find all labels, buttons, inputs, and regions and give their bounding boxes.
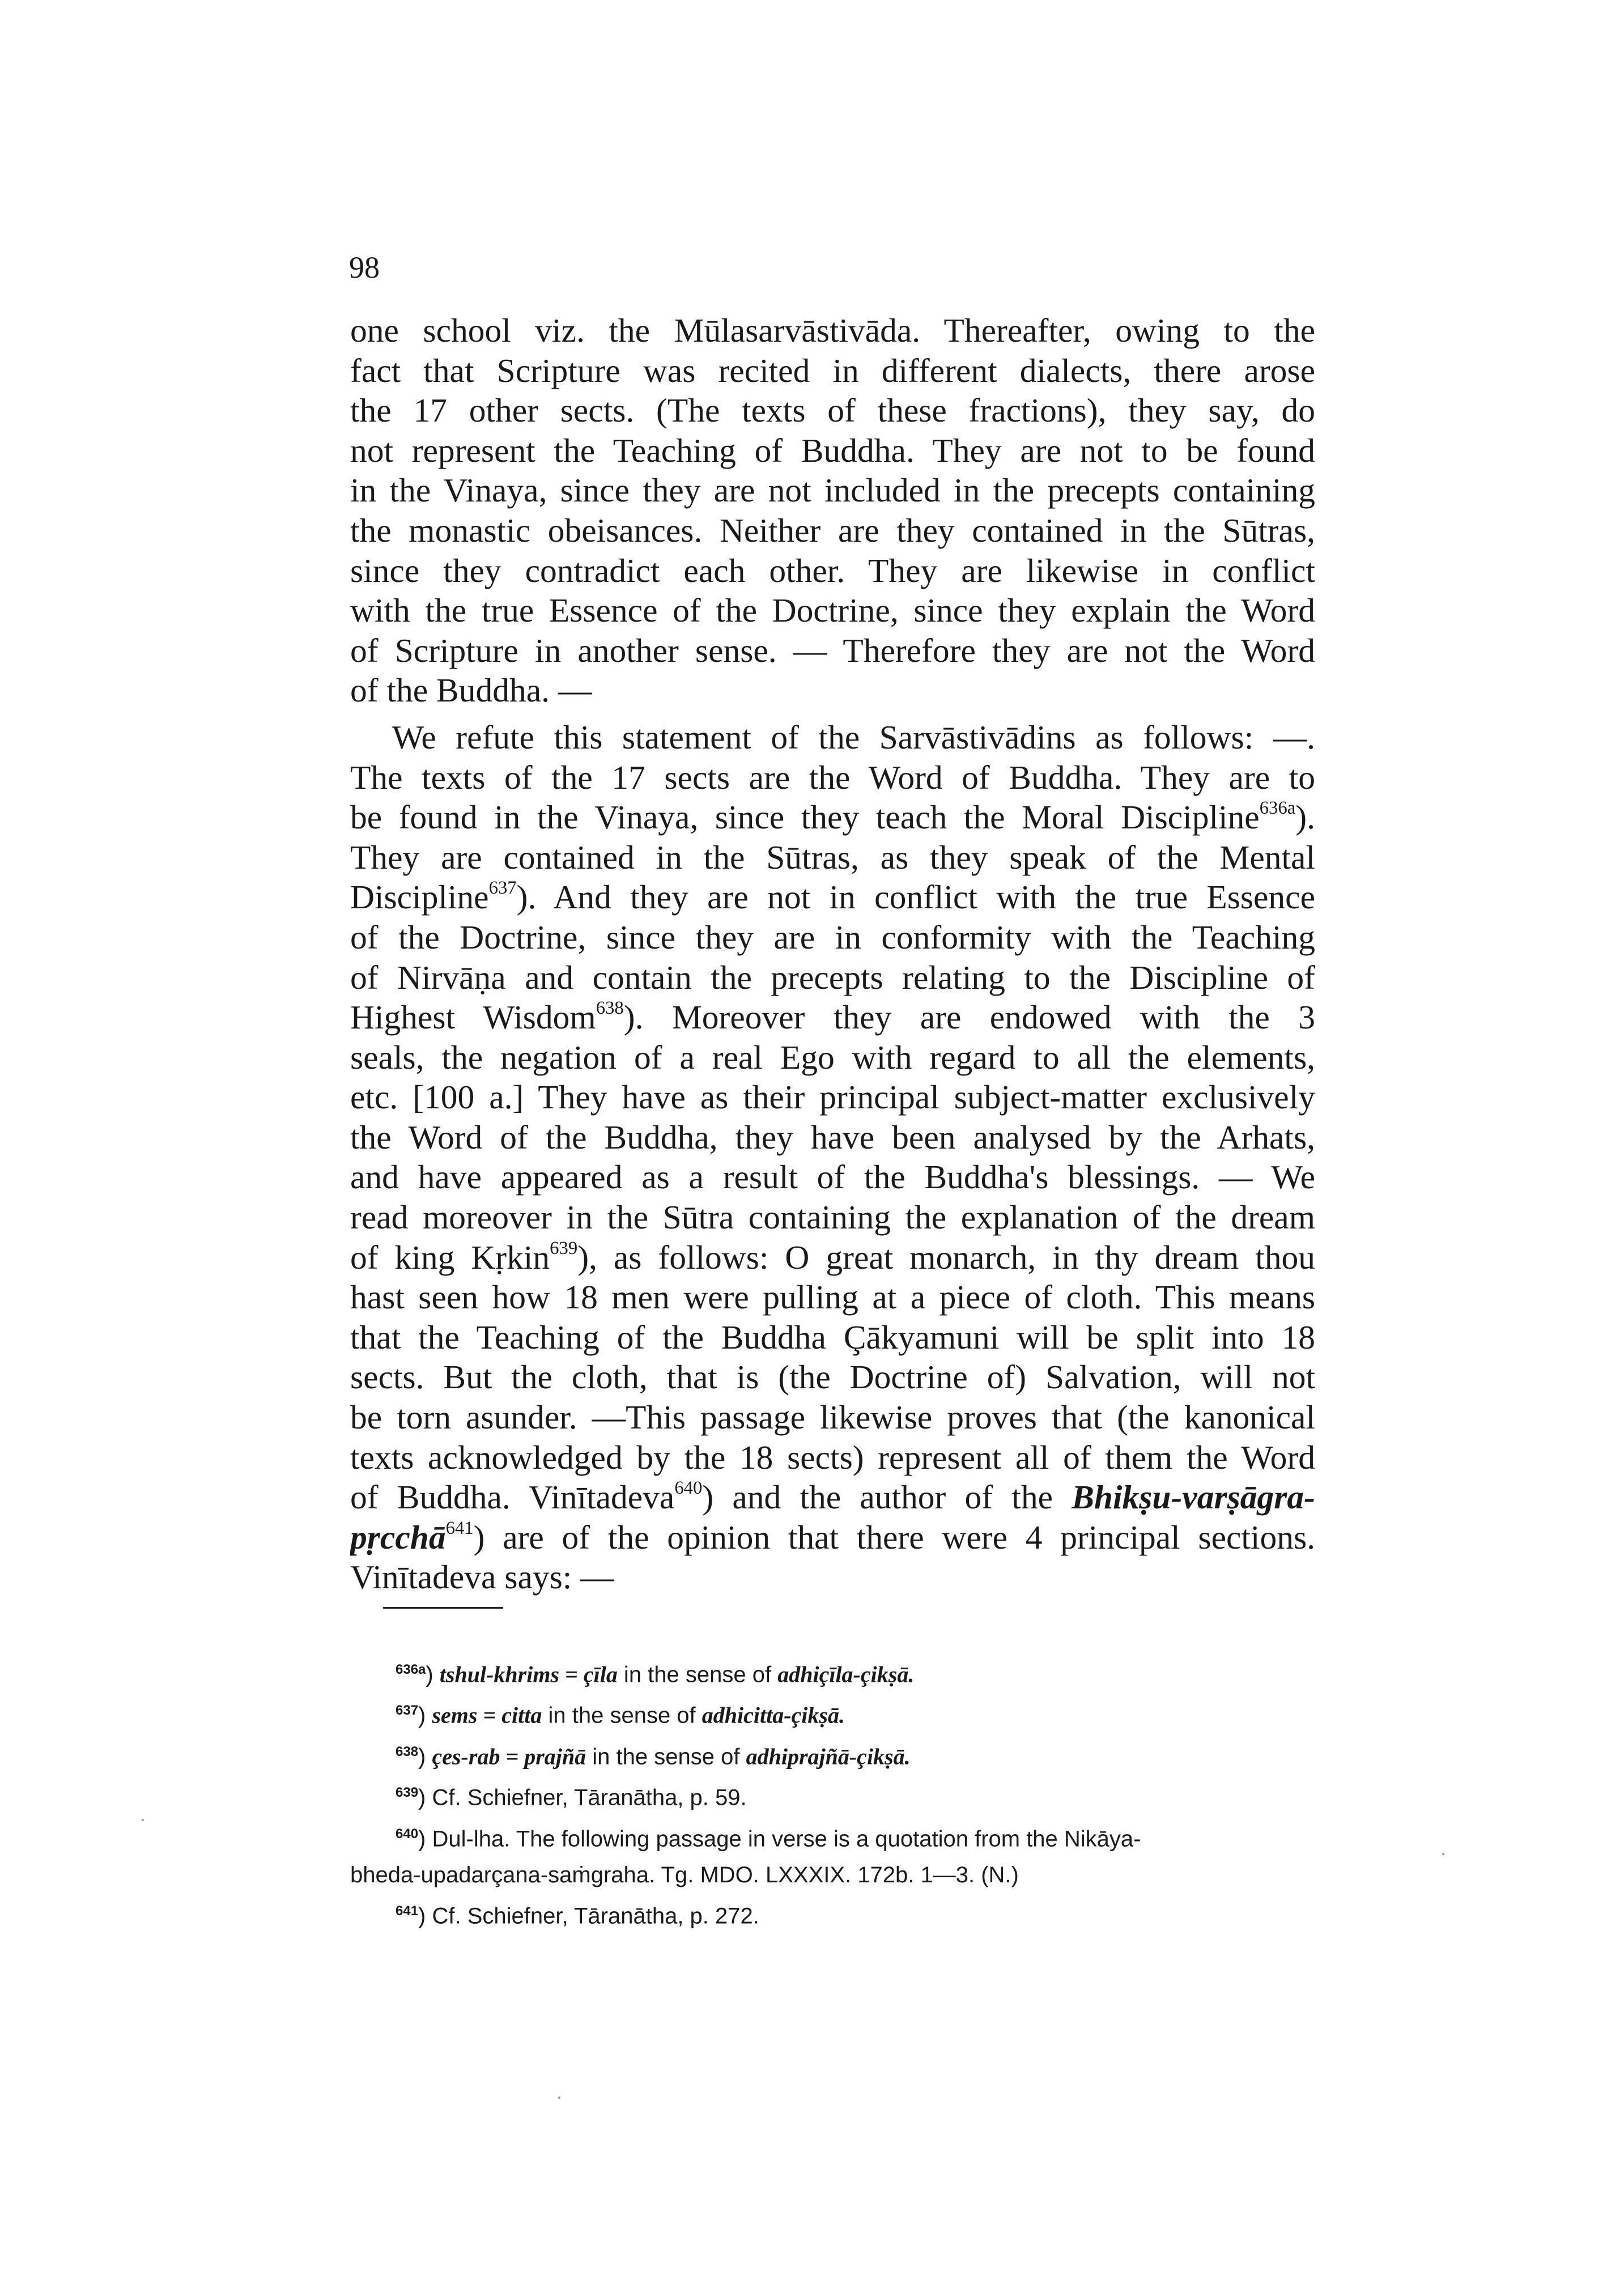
footnote-continuation: bheda-upadarçana-saṁgraha. Tg. MDO. LXXXIX. 172b. 1—3. (N.) (350, 1862, 1019, 1887)
text-line: of the Doctrine, since they are in conformity with the Teaching (350, 918, 1315, 956)
text-line: that the Teaching of the Buddha Çākyamuni will be split into 18 (350, 1318, 1315, 1356)
text-segment: Discipline (350, 878, 489, 916)
text-segment: ), as follows: O great monarch, in thy dream thou (577, 1238, 1315, 1276)
text-line (350, 1477, 1315, 1517)
text-line (350, 877, 1315, 917)
footnote-term: sems = citta (432, 1702, 542, 1728)
text-line: of Scripture in another sense. — Therefore they are not the Word (350, 631, 1315, 669)
main-text (350, 311, 1315, 1597)
text-line: The texts of the 17 sects are the Word of Buddha. They are to (350, 758, 1315, 796)
text-line: not represent the Teaching of Buddha. They are not to be found (350, 431, 1315, 469)
footnote (350, 1693, 1305, 1733)
footnote-number: 638 (396, 1744, 419, 1759)
text-line: one school viz. the Mūlasarvāstivāda. Thereafter, owing to the (350, 312, 1315, 349)
paper-speck (558, 2097, 560, 2099)
footnote-ref: 641 (445, 1517, 474, 1538)
text-line: be torn asunder. —This passage likewise proves that (the kanonical (350, 1398, 1315, 1436)
text-segment: be found in the Vinaya, since they teach the Moral Discipline (350, 798, 1260, 836)
footnote-text: ) (418, 1703, 432, 1728)
text-line: the Word of the Buddha, they have been analysed by the Arhats, (350, 1118, 1315, 1156)
text-segment: of king Kṛkin (350, 1238, 550, 1276)
footnote-number: 639 (396, 1785, 419, 1801)
text-line: texts acknowledged by the 18 sects) represent all of them the Word (350, 1438, 1315, 1476)
footnote-text: ) Cf. Schiefner, Tāranātha, p. 272. (418, 1903, 759, 1929)
text-line: etc. [100 a.] They have as their principal subject-matter exclusively (350, 1078, 1315, 1116)
text-line: in the Vinaya, since they are not included in the precepts containing (350, 471, 1315, 509)
text-segment: of Buddha. Vinītadeva (350, 1478, 675, 1516)
text-line: of Nirvāṇa and contain the precepts relating to the Discipline of (350, 958, 1315, 996)
footnote-divider (383, 1607, 503, 1609)
paper-speck (1442, 1853, 1444, 1855)
footnote-number: 637 (396, 1703, 419, 1719)
text-line: the 17 other sects. (The texts of these fractions), they say, do (350, 392, 1315, 430)
footnote-ref: 640 (674, 1478, 703, 1499)
footnote (350, 1816, 1305, 1857)
footnote-text: in the sense of (617, 1662, 778, 1687)
footnote-text: ) (418, 1744, 432, 1770)
text-line: since they contradict each other. They are likewise in conflict (350, 551, 1315, 589)
text-segment: ). Moreover they are endowed with the 3 (623, 998, 1315, 1036)
text-line: seals, the negation of a real Ego with regard to all the elements, (350, 1038, 1315, 1076)
footnote-text: ) Cf. Schiefner, Tāranātha, p. 59. (418, 1785, 747, 1810)
footnote-ref: 636a (1259, 797, 1296, 818)
footnote-text: ) (426, 1662, 440, 1687)
text-segment: Highest Wisdom (350, 998, 596, 1036)
footnote-text: ) Dul-lha. The following passage in verse is a quotation from the Nikāya- (418, 1826, 1141, 1851)
footnote-term: adhicitta-çikṣā. (702, 1702, 845, 1728)
text-line: of the Buddha. — (350, 671, 592, 709)
footnote-term: adhiprajñā-çikṣā. (746, 1744, 911, 1770)
footnote-term: tshul-khrims = çīla (439, 1661, 618, 1687)
footnote-term: adhiçīla-çikṣā. (777, 1661, 915, 1687)
text-line: sects. But the cloth, that is (the Doctrine of) Salvation, will not (350, 1358, 1315, 1396)
text-line: and have appeared as a result of the Buddha's blessings. — We (350, 1158, 1315, 1196)
footnote (350, 1734, 1305, 1775)
paper-speck (142, 1819, 144, 1821)
footnote-number: 640 (396, 1826, 419, 1842)
footnote-term: çes-rab = prajñā (432, 1744, 586, 1770)
text-line: read moreover in the Sūtra containing the explanation of the dream (350, 1198, 1315, 1236)
footnote-ref: 637 (488, 878, 517, 899)
footnotes (350, 1652, 1305, 1934)
footnote-number: 636a (396, 1662, 426, 1677)
text-segment: ) and the author of the (702, 1478, 1072, 1516)
text-line: We refute this statement of the Sarvāstivādins as follows: —. (392, 718, 1315, 756)
footnote (350, 1652, 1305, 1693)
text-line (350, 797, 1315, 837)
work-title: Bhikṣu-varṣāgra- (1072, 1478, 1315, 1516)
text-line: fact that Scripture was recited in different dialects, there arose (350, 351, 1315, 389)
footnote (350, 1775, 1305, 1815)
text-line (350, 1238, 1315, 1278)
footnote-number: 641 (396, 1903, 419, 1919)
text-segment: ) are of the opinion that there were 4 principal sections. (473, 1518, 1315, 1556)
text-line (350, 1517, 1315, 1558)
text-line: Vinītadeva says: — (350, 1558, 614, 1596)
footnote-ref: 638 (596, 997, 624, 1018)
page-number: 98 (349, 250, 380, 284)
text-segment: ). And they are not in conflict with the true Essence (516, 878, 1315, 916)
text-line: the monastic obeisances. Neither are they contained in the Sūtras, (350, 511, 1315, 549)
text-line: They are contained in the Sūtras, as they speak of the Mental (350, 838, 1315, 876)
footnote (350, 1893, 1305, 1934)
work-title: pṛcchā (350, 1518, 446, 1556)
text-segment: ). (1295, 798, 1315, 836)
footnote-ref: 639 (550, 1238, 578, 1258)
footnote-text: in the sense of (542, 1703, 702, 1728)
text-line: with the true Essence of the Doctrine, since they explain the Word (350, 592, 1315, 630)
text-line (350, 997, 1315, 1038)
footnote-text: in the sense of (586, 1744, 746, 1770)
text-line: hast seen how 18 men were pulling at a piece of cloth. This means (350, 1278, 1315, 1316)
